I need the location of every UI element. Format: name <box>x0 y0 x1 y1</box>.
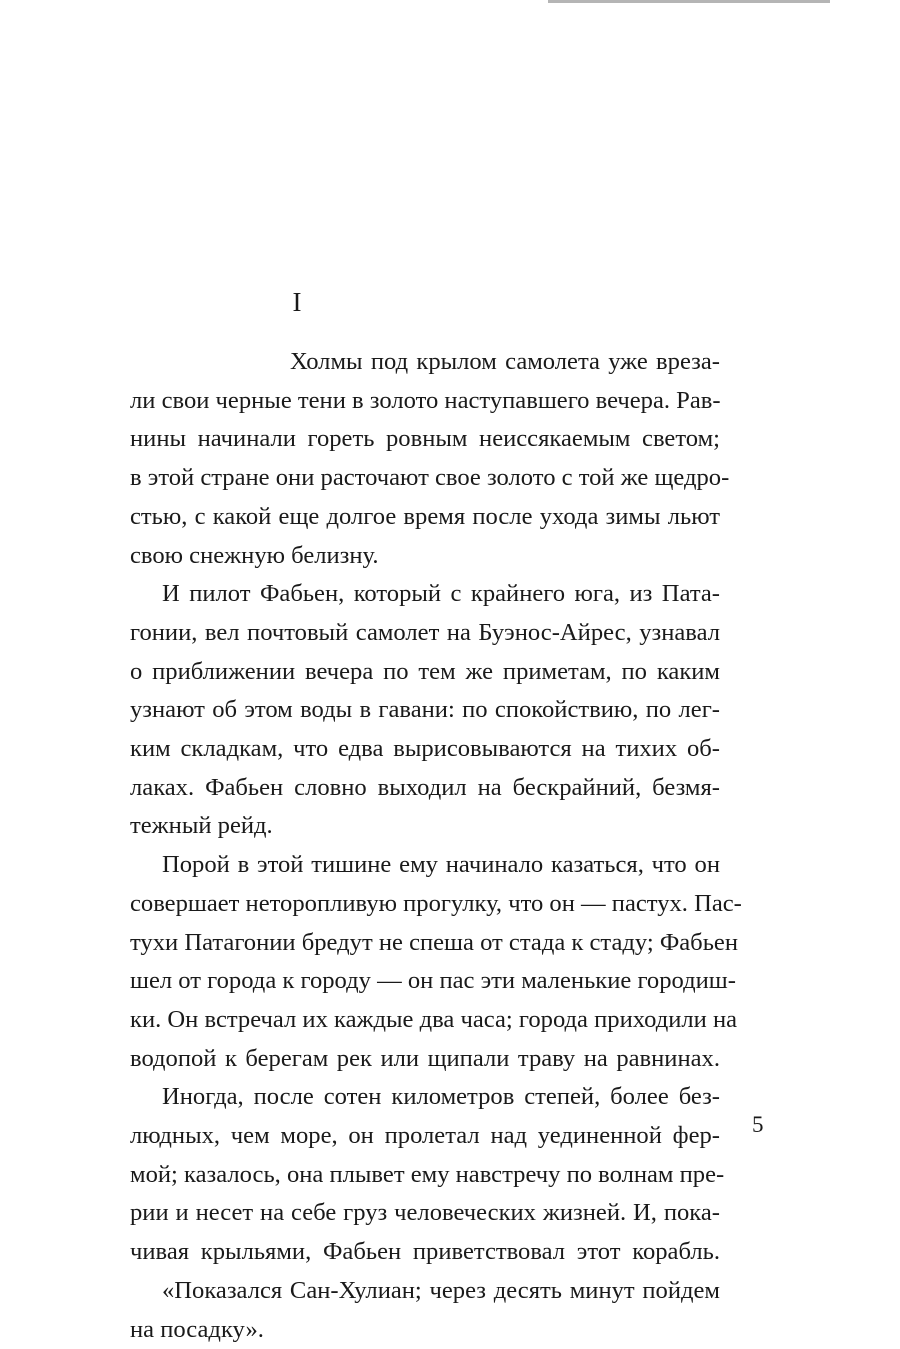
top-rule <box>548 0 830 3</box>
text-line: шел от города к городу — он пас эти маленькие городиш- <box>130 967 736 995</box>
text-line: Иногда, после сотен километров степей, более без- <box>162 1083 720 1111</box>
text-line: ким складкам, что едва вырисовываются на тихих об- <box>130 735 720 763</box>
text-line: на посадку». <box>130 1315 264 1343</box>
text-line: И пилот Фабьен, который с крайнего юга, из Пата- <box>162 580 720 608</box>
text-line: свою снежную белизну. <box>130 541 379 569</box>
text-line: ли свои черные тени в золото наступавшего вечера. Рав- <box>130 386 721 414</box>
chapter-number: I <box>292 287 302 317</box>
text-line: рии и несет на себе груз человеческих жизней. И, пока- <box>130 1199 720 1227</box>
text-line: лаках. Фабьен словно выходил на бескрайний, безмя- <box>130 773 720 801</box>
text-line: тухи Патагонии бредут не спеша от стада к стаду; Фабьен <box>130 928 738 956</box>
text-line: мой; казалось, она плывет ему навстречу по волнам пре- <box>130 1160 725 1188</box>
text-line: совершает неторопливую прогулку, что он — пастух. Пас- <box>130 889 742 917</box>
text-line: людных, чем море, он пролетал над уединенной фер- <box>130 1122 720 1150</box>
text-line: Холмы под крылом самолета уже вреза- <box>290 348 720 375</box>
text-line: гонии, вел почтовый самолет на Буэнос-Айрес, узнавал <box>130 618 720 646</box>
page-number: 5 <box>752 1112 764 1137</box>
text-line: чивая крыльями, Фабьен приветствовал этот корабль. <box>130 1238 720 1266</box>
text-line: в этой стране они расточают свое золото с той же щедро- <box>130 464 730 492</box>
text-line: о приближении вечера по тем же приметам, по каким <box>130 657 720 685</box>
text-line: стью, с какой еще долгое время после ухода зимы льют <box>130 502 720 530</box>
text-line: узнают об этом воды в гавани: по спокойствию, по лег- <box>130 696 720 724</box>
text-line: тежный рейд. <box>130 812 273 840</box>
text-body <box>130 343 742 1349</box>
text-line: водопой к берегам рек или щипали траву на равнинах. <box>130 1044 720 1072</box>
text-line: ки. Он встречал их каждые два часа; города приходили на <box>130 1005 738 1033</box>
text-line: нины начинали гореть ровным неиссякаемым светом; <box>130 425 720 453</box>
text-line: «Показался Сан-Хулиан; через десять минут пойдем <box>162 1276 720 1304</box>
text-line: Порой в этой тишине ему начинало казаться, что он <box>162 851 720 879</box>
